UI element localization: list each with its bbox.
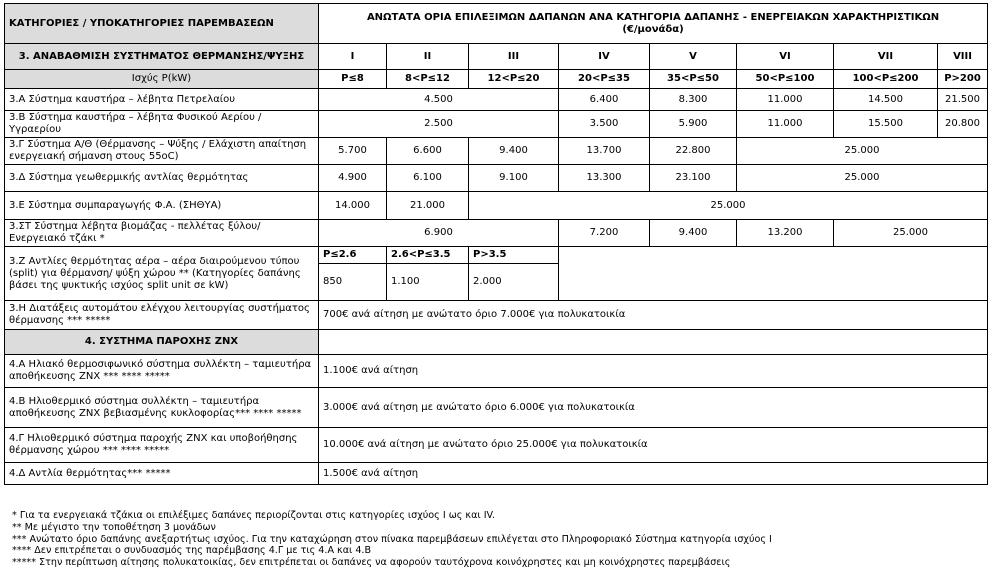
row-3b-label: 3.Β Σύστημα καυστήρα – λέβητα Φυσικού Αερίου / Υγραερίου xyxy=(5,111,319,138)
row-3c-value-4: 13.700 xyxy=(559,138,650,165)
table-row xyxy=(5,355,988,388)
row-3z-value-3: 2.000 xyxy=(469,264,559,301)
row-3b-value-1: 2.500 xyxy=(319,111,559,138)
table-row xyxy=(5,247,988,264)
row-3d-value-2: 6.100 xyxy=(387,165,469,192)
row-3d-value-1: 4.900 xyxy=(319,165,387,192)
class-2: II xyxy=(387,44,469,70)
categories-header: ΚΑΤΗΓΟΡΙΕΣ / ΥΠΟΚΑΤΗΓΟΡΙΕΣ ΠΑΡΕΜΒΑΣΕΩΝ xyxy=(5,4,319,44)
class-7: VII xyxy=(834,44,938,70)
row-3a-value-4: 6.400 xyxy=(559,89,650,111)
footnote: ***** Στην περίπτωση αίτησης πολυκατοικίας, δεν επιτρέπεται οι δαπάνες να αφορούν ταυτόχρονα κοινόχρηστες και μη κοινόχρηστες παρεμβάσεις xyxy=(12,557,731,569)
row-3z-empty xyxy=(559,247,988,301)
footnote: **** Δεν επιτρέπεται ο συνδυασμός της παρέμβασης 4.Γ με τις 4.Α και 4.Β xyxy=(12,545,372,557)
row-3z-value-1: 850 xyxy=(319,264,387,301)
table-row xyxy=(5,165,988,192)
table-row xyxy=(5,463,988,485)
range-2: 8<P≤12 xyxy=(387,70,469,89)
row-4d-value: 1.500€ ανά αίτηση xyxy=(319,463,988,485)
row-3e-label: 3.Ε Σύστημα συμπαραγωγής Φ.Α. (ΣΗΘΥΑ) xyxy=(5,192,319,220)
row-3st-label: 3.ΣΤ Σύστημα λέβητα βιομάζας - πελλέτας ξύλου/ Ενεργειακό τζάκι * xyxy=(5,220,319,247)
row-3st-value-1: 6.900 xyxy=(319,220,559,247)
row-3z-range-1: P≤2.6 xyxy=(319,247,387,264)
range-6: 50<P≤100 xyxy=(737,70,834,89)
range-4: 20<P≤35 xyxy=(559,70,650,89)
table-row xyxy=(5,220,988,247)
row-4a-label: 4.Α Ηλιακό θερμοσιφωνικό σύστημα συλλέκτη – ταμιευτήρα αποθήκευσης ΖΝΧ *** **** ***** xyxy=(5,355,319,388)
row-3a-value-6: 11.000 xyxy=(737,89,834,111)
range-3: 12<P≤20 xyxy=(469,70,559,89)
row-4c-label: 4.Γ Ηλιοθερμικό σύστημα παροχής ΖΝΧ και υποβοήθησης θέρμανσης χώρου *** **** ***** xyxy=(5,428,319,463)
row-3d-value-4: 13.300 xyxy=(559,165,650,192)
power-label: Ισχύς P(kW) xyxy=(5,70,319,89)
table-row xyxy=(5,428,988,463)
row-3c-value-6: 25.000 xyxy=(737,138,988,165)
row-3b-value-4: 3.500 xyxy=(559,111,650,138)
table-row xyxy=(5,388,988,428)
row-3a-value-8: 21.500 xyxy=(938,89,988,111)
table-row xyxy=(5,111,988,138)
row-3z-value-2: 1.100 xyxy=(387,264,469,301)
section-4-title: 4. ΣΥΣΤΗΜΑ ΠΑΡΟΧΗΣ ΖΝΧ xyxy=(5,330,319,355)
row-3st-value-6: 13.200 xyxy=(737,220,834,247)
row-3d-value-5: 23.100 xyxy=(650,165,737,192)
row-3e-value-3: 25.000 xyxy=(469,192,988,220)
class-5: V xyxy=(650,44,737,70)
row-3h-value: 700€ ανά αίτηση με ανώτατο όριο 7.000€ για πολυκατοικία xyxy=(319,301,988,330)
row-3st-value-5: 9.400 xyxy=(650,220,737,247)
section-3-header-row xyxy=(5,44,988,70)
row-3b-value-5: 5.900 xyxy=(650,111,737,138)
row-4d-label: 4.Δ Αντλία θερμότητας*** ***** xyxy=(5,463,319,485)
row-3a-value-1: 4.500 xyxy=(319,89,559,111)
row-3d-value-3: 9.100 xyxy=(469,165,559,192)
row-3d-value-6: 25.000 xyxy=(737,165,988,192)
limits-header xyxy=(319,4,988,44)
class-8: VIII xyxy=(938,44,988,70)
table-header-row xyxy=(5,4,988,44)
row-3d-label: 3.Δ Σύστημα γεωθερμικής αντλίας θερμότητας xyxy=(5,165,319,192)
row-3st-value-7: 25.000 xyxy=(834,220,988,247)
footnote: * Για τα ενεργειακά τζάκια οι επιλέξιμες δαπάνες περιορίζονται στις κατηγορίες ισχύος I ως και IV. xyxy=(12,510,495,521)
range-1: P≤8 xyxy=(319,70,387,89)
row-3c-value-1: 5.700 xyxy=(319,138,387,165)
footnote: *** Ανώτατο όριο δαπάνης ανεξαρτήτως ισχύος. Για την καταχώρηση στον πίνακα παρεμβάσεων επιλέγεται στο Πληροφοριακό Σύστημα κατηγορία ισχύος I xyxy=(12,533,772,545)
row-3z-range-3: P>3.5 xyxy=(469,247,559,264)
table-row xyxy=(5,138,988,165)
limits-title: ΑΝΩΤΑΤΑ ΟΡΙΑ ΕΠΙΛΕΞΙΜΩΝ ΔΑΠΑΝΩΝ ΑΝΑ ΚΑΤΗΓΟΡΙΑ ΔΑΠΑΝΗΣ - ΕΝΕΡΓΕΙΑΚΩΝ ΧΑΡΑΚΤΗΡΙΣΤΙΚΩΝ xyxy=(366,11,940,23)
row-3c-value-2: 6.600 xyxy=(387,138,469,165)
footnotes xyxy=(12,510,772,569)
row-3z-range-2: 2.6<P≤3.5 xyxy=(387,247,469,264)
row-3e-value-2: 21.000 xyxy=(387,192,469,220)
row-3b-value-6: 11.000 xyxy=(737,111,834,138)
limits-unit: (€/μονάδα) xyxy=(622,23,684,35)
section-3-title: 3. ΑΝΑΒΑΘΜΙΣΗ ΣΥΣΤΗΜΑΤΟΣ ΘΕΡΜΑΝΣΗΣ/ΨΥΞΗΣ xyxy=(5,44,319,70)
eligible-costs-table xyxy=(4,3,988,485)
row-3z-label: 3.Ζ Αντλίες θερμότητας αέρα – αέρα διαιρούμενου τύπου (split) για θέρμανση/ ψύξη χώρου ** (Κατηγορίες δαπάνης βάσει της ψυκτικής ισχύος split unit σε kW) xyxy=(5,247,319,301)
section-4-header-row xyxy=(5,330,988,355)
row-3st-value-4: 7.200 xyxy=(559,220,650,247)
range-5: 35<P≤50 xyxy=(650,70,737,89)
range-8: P>200 xyxy=(938,70,988,89)
row-3c-label: 3.Γ Σύστημα Α/Θ (Θέρμανσης – Ψύξης / Ελάχιστη απαίτηση ενεργειακή σήμανση στους 55oC) xyxy=(5,138,319,165)
row-3e-value-1: 14.000 xyxy=(319,192,387,220)
row-4b-label: 4.Β Ηλιοθερμικό σύστημα συλλέκτη – ταμιευτήρα αποθήκευσης ΖΝΧ βεβιασμένης κυκλοφορίας*** **** ***** xyxy=(5,388,319,428)
class-3: III xyxy=(469,44,559,70)
row-3c-value-5: 22.800 xyxy=(650,138,737,165)
class-4: IV xyxy=(559,44,650,70)
row-3a-value-7: 14.500 xyxy=(834,89,938,111)
footnote: ** Με μέγιστο την τοποθέτηση 3 μονάδων xyxy=(12,521,216,533)
row-3b-value-7: 15.500 xyxy=(834,111,938,138)
range-7: 100<P≤200 xyxy=(834,70,938,89)
class-1: I xyxy=(319,44,387,70)
class-6: VI xyxy=(737,44,834,70)
table-row xyxy=(5,89,988,111)
section-4-header-empty xyxy=(319,330,988,355)
power-range-row xyxy=(5,70,988,89)
row-4a-value: 1.100€ ανά αίτηση xyxy=(319,355,988,388)
row-3a-label: 3.Α Σύστημα καυστήρα – λέβητα Πετρελαίου xyxy=(5,89,319,111)
row-4b-value: 3.000€ ανά αίτηση με ανώτατο όριο 6.000€ για πολυκατοικία xyxy=(319,388,988,428)
row-4c-value: 10.000€ ανά αίτηση με ανώτατο όριο 25.000€ για πολυκατοικία xyxy=(319,428,988,463)
row-3a-value-5: 8.300 xyxy=(650,89,737,111)
table-row xyxy=(5,301,988,330)
row-3b-value-8: 20.800 xyxy=(938,111,988,138)
row-3h-label: 3.Η Διατάξεις αυτομάτου ελέγχου λειτουργίας συστήματος θέρμανσης *** ***** xyxy=(5,301,319,330)
table-row xyxy=(5,192,988,220)
row-3c-value-3: 9.400 xyxy=(469,138,559,165)
